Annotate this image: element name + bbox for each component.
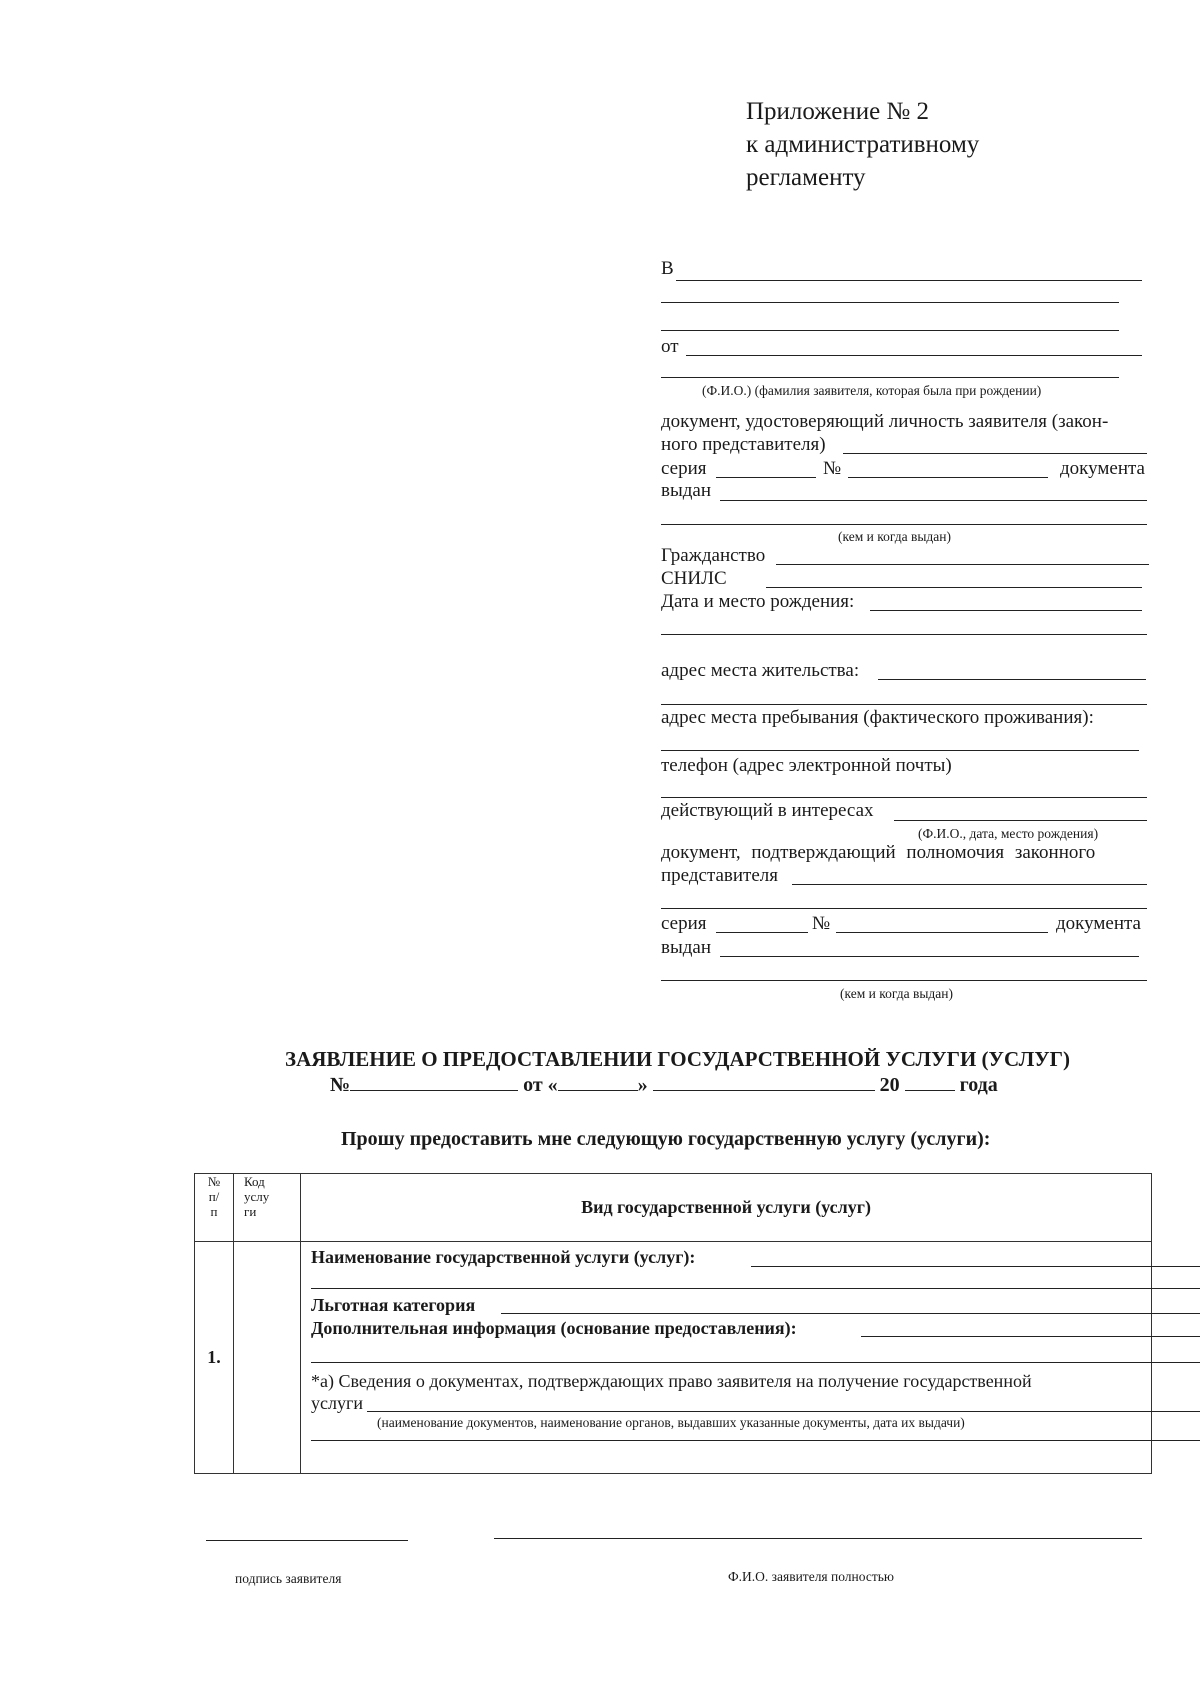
header-code-l3: ги: [244, 1204, 257, 1219]
issued2-label: выдан: [661, 937, 712, 958]
appendix-line-1: Приложение № 2: [746, 98, 930, 125]
id-document-field-line[interactable]: [843, 453, 1147, 454]
issued-label: выдан: [661, 480, 712, 501]
issued-field-line[interactable]: [720, 500, 1147, 501]
applicant-fio-field-line[interactable]: [494, 1538, 1142, 1539]
benefit-field-line[interactable]: [501, 1313, 1200, 1314]
birth-label: Дата и место рождения:: [661, 591, 855, 612]
header-code-l2: услу: [244, 1189, 270, 1204]
citizenship-label: Гражданство: [661, 545, 766, 566]
issued2-field-line[interactable]: [720, 956, 1139, 957]
to-field-line-3[interactable]: [661, 330, 1119, 331]
service-name-label: Наименование государственной услуги (услуг):: [311, 1247, 696, 1267]
residence-field-line-2[interactable]: [661, 704, 1147, 705]
rep-document-field-line[interactable]: [792, 884, 1147, 885]
citizenship-field-line[interactable]: [776, 564, 1149, 565]
series-label: серия: [661, 458, 707, 479]
birth-field-line-2[interactable]: [661, 634, 1147, 635]
to-label: В: [661, 258, 674, 279]
rep-document-label-2: представителя: [661, 865, 779, 886]
series2-field-line[interactable]: [716, 932, 808, 933]
benefit-label: Льготная категория: [311, 1295, 476, 1315]
id-document-label-2: ного представителя): [661, 434, 826, 455]
documents-label-2: услуги: [311, 1393, 363, 1413]
number2-label: №: [812, 913, 831, 934]
issued2-field-line-2[interactable]: [661, 980, 1147, 981]
stay-label: адрес места пребывания (фактического проживания):: [661, 707, 1094, 728]
acting-label: действующий в интересах: [661, 800, 874, 821]
signature-field-line[interactable]: [206, 1540, 408, 1541]
additional-info-field-line[interactable]: [861, 1336, 1200, 1337]
signature-label: подпись заявителя: [235, 1571, 342, 1586]
application-from-label: от «: [523, 1074, 558, 1096]
series-field-line[interactable]: [716, 477, 816, 478]
application-number-label: №: [330, 1074, 351, 1096]
from-label: от: [661, 336, 679, 357]
documents-hint: (наименование документов, наименование органов, выдавших указанные документы, дата их выдачи): [377, 1415, 965, 1430]
applicant-fio-label: Ф.И.О. заявителя полностью: [728, 1569, 894, 1584]
number2-field-line[interactable]: [836, 932, 1048, 933]
header-number-l2: п/: [208, 1189, 220, 1204]
birth-field-line[interactable]: [870, 610, 1142, 611]
row-code-cell[interactable]: [234, 1242, 301, 1474]
application-month-field[interactable]: [653, 1072, 875, 1091]
documents-label-1: *а) Сведения о документах, подтверждающих право заявителя на получение государственной: [311, 1371, 1032, 1391]
application-day-field[interactable]: [558, 1072, 638, 1091]
application-title: ЗАЯВЛЕНИЕ О ПРЕДОСТАВЛЕНИИ ГОСУДАРСТВЕННОЙ УСЛУГИ (УСЛУГ): [285, 1047, 1070, 1071]
residence-label: адрес места жительства:: [661, 660, 860, 681]
table-header-row: [195, 1174, 1152, 1242]
document-label: документа: [1060, 458, 1145, 479]
phone-label: телефон (адрес электронной почты): [661, 755, 952, 776]
application-year-suffix: года: [959, 1074, 998, 1096]
to-field-line-2[interactable]: [661, 302, 1119, 303]
from-field-line-2[interactable]: [661, 377, 1119, 378]
appendix-line-2: к административному: [746, 131, 980, 158]
snils-label: СНИЛС: [661, 568, 727, 589]
number-field-line[interactable]: [848, 477, 1048, 478]
application-year-label: 20: [879, 1074, 900, 1096]
header-code-l1: Код: [244, 1174, 265, 1189]
residence-field-line[interactable]: [878, 679, 1146, 680]
acting-hint: (Ф.И.О., дата, место рождения): [918, 826, 1099, 841]
application-number-row: [330, 1072, 998, 1097]
row-service-cell: [301, 1242, 1152, 1474]
header-code-cell: [234, 1174, 301, 1242]
header-service-cell: Вид государственной услуги (услуг): [301, 1174, 1152, 1242]
application-number-field[interactable]: [350, 1072, 518, 1091]
stay-field-line[interactable]: [661, 750, 1139, 751]
documents-field-line-2[interactable]: [311, 1440, 1200, 1441]
number-label: №: [823, 458, 842, 479]
table-row: [195, 1242, 1152, 1474]
from-field-line[interactable]: [686, 355, 1142, 356]
header-number-cell: [195, 1174, 234, 1242]
fio-hint: (Ф.И.О.) (фамилия заявителя, которая была при рождении): [702, 383, 1042, 398]
services-table: [194, 1173, 1152, 1474]
id-document-label-1: документ, удостоверяющий личность заявителя (закон-: [661, 411, 1109, 432]
application-quote-close: »: [637, 1074, 648, 1096]
header-number-l3: п: [210, 1204, 218, 1219]
additional-info-label: Дополнительная информация (основание предоставления):: [311, 1318, 797, 1338]
snils-field-line[interactable]: [766, 587, 1142, 588]
rep-document-label-1: документ, подтверждающий полномочия законного: [661, 842, 1096, 863]
row-number-cell: 1.: [195, 1242, 234, 1474]
issued-field-line-2[interactable]: [661, 524, 1147, 525]
rep-document-field-line-2[interactable]: [661, 908, 1147, 909]
to-field-line[interactable]: [676, 280, 1142, 281]
phone-field-line[interactable]: [661, 797, 1147, 798]
header-number-l1: №: [207, 1174, 221, 1189]
service-name-field-line-2[interactable]: [311, 1288, 1200, 1289]
series2-label: серия: [661, 913, 707, 934]
service-name-field-line[interactable]: [751, 1266, 1200, 1267]
additional-info-field-line-2[interactable]: [311, 1362, 1200, 1363]
request-text: Прошу предоставить мне следующую государственную услугу (услуги):: [341, 1128, 991, 1150]
application-year-field[interactable]: [905, 1072, 955, 1091]
document2-label: документа: [1056, 913, 1141, 934]
appendix-line-3: регламенту: [746, 164, 866, 191]
issued-hint: (кем и когда выдан): [838, 529, 951, 544]
issued2-hint: (кем и когда выдан): [840, 986, 953, 1001]
acting-field-line[interactable]: [894, 820, 1147, 821]
